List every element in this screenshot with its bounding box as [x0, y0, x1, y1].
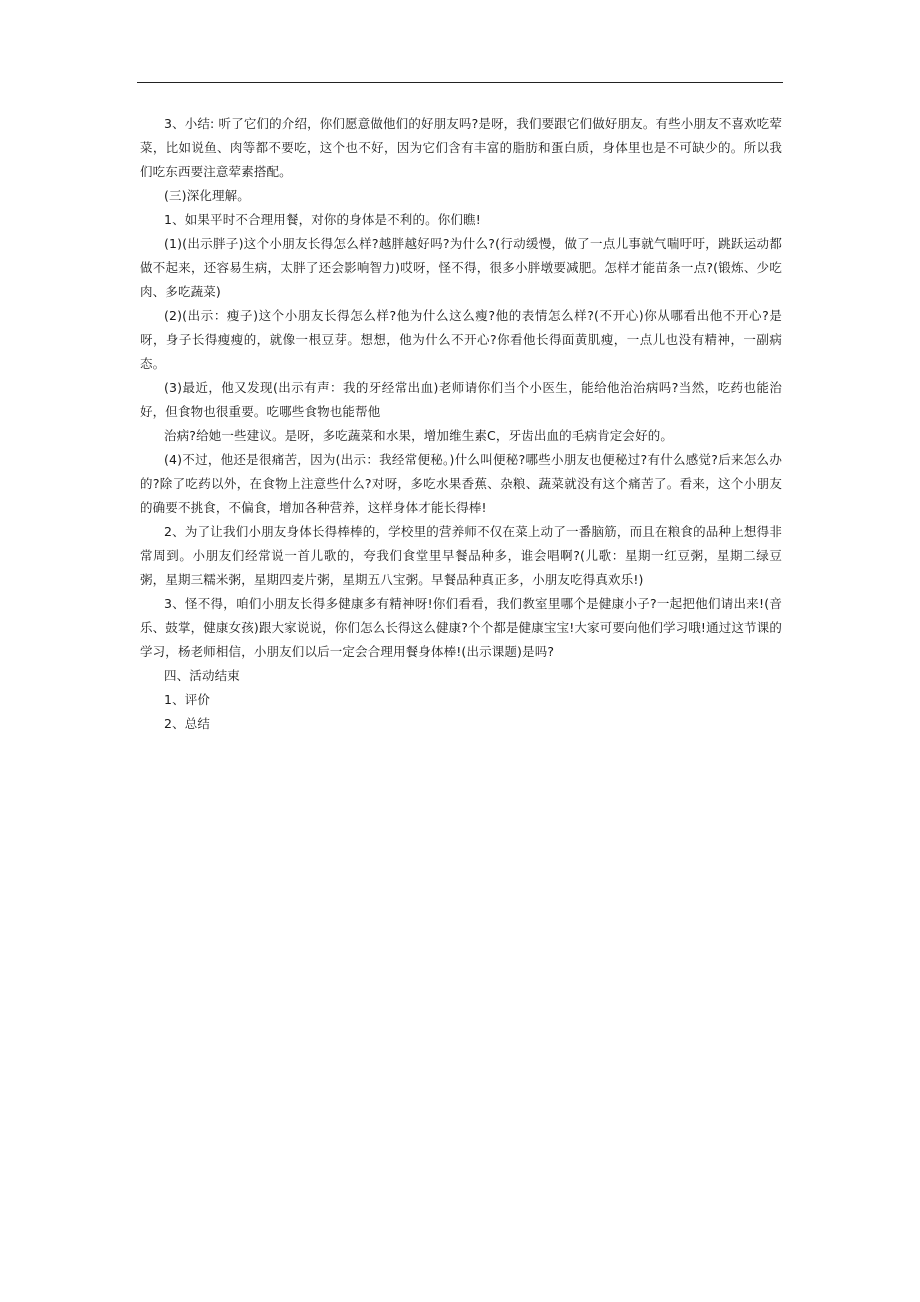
- header-rule: [137, 82, 783, 83]
- paragraph-gum-bleeding: (3)最近，他又发现(出示有声：我的牙经常出血)老师请你们当个小医生，能给他治治病吗?当然，吃药也能治好，但食物也很重要。吃哪些食物也能帮他: [140, 380, 782, 419]
- list-item-summary: 2、总结: [164, 716, 211, 731]
- section-heading-end: 四、活动结束: [164, 668, 240, 683]
- paragraph-thin-child: (2)(出示：瘦子)这个小朋友长得怎么样?他为什么这么瘦?他的表情怎么样?(不开心)你从哪看出他不开心?是呀，身子长得瘦瘦的，就像一根豆芽。想想，他为什么不开心?你看他长得面黄肌瘦，一点儿也没有精神，一副病态。: [140, 308, 782, 371]
- paragraph-point-1: 1、如果平时不合理用餐，对你的身体是不利的。你们瞧!: [164, 212, 481, 227]
- paragraph-healthy-kids: 3、怪不得，咱们小朋友长得多健康多有精神呀!你们看看，我们教室里哪个是健康小子?一起把他们请出来!(音乐、鼓掌，健康女孩)跟大家说说，你们怎么长得这么健康?个个都是健康宝宝!大家可要向他们学习哦!通过这节课的学习，杨老师相信，小朋友们以后一定会合理用餐身体棒!(出示课题)是吗?: [140, 596, 782, 659]
- paragraph-gum-advice: 治病?给她一些建议。是呀，多吃蔬菜和水果，增加维生素C，牙齿出血的毛病肯定会好的。: [164, 428, 674, 443]
- paragraph-constipation: (4)不过，他还是很痛苦，因为(出示：我经常便秘。)什么叫便秘?哪些小朋友也便秘过?有什么感觉?后来怎么办的?除了吃药以外，在食物上注意些什么?对呀，多吃水果香蕉、杂粮、蔬菜就没有这个痛苦了。看来，这个小朋友的确要不挑食，不偏食，增加各种营养，这样身体才能长得棒!: [140, 452, 782, 515]
- paragraph-fat-child: (1)(出示胖子)这个小朋友长得怎么样?越胖越好吗?为什么?(行动缓慢，做了一点儿事就气喘吁吁，跳跃运动都做不起来，还容易生病，太胖了还会影响智力)哎呀，怪不得，很多小胖墩要减肥。怎样才能苗条一点?(锻炼、少吃肉、多吃蔬菜): [140, 236, 782, 299]
- list-item-evaluation: 1、评价: [164, 692, 211, 707]
- document-body: [140, 112, 782, 736]
- paragraph-breakfast-song: 2、为了让我们小朋友身体长得棒棒的，学校里的营养师不仅在菜上动了一番脑筋，而且在粮食的品种上想得非常周到。小朋友们经常说一首儿歌的，夸我们食堂里早餐品种多，谁会唱啊?(儿歌：星期一红豆粥，星期二绿豆粥，星期三糯米粥，星期四麦片粥，星期五八宝粥。早餐品种真正多，小朋友吃得真欢乐!): [140, 524, 782, 587]
- section-heading-deepen: (三)深化理解。: [164, 188, 250, 203]
- paragraph-summary: 3、小结: 听了它们的介绍，你们愿意做他们的好朋友吗?是呀，我们要跟它们做好朋友。有些小朋友不喜欢吃荤菜，比如说鱼、肉等都不要吃，这个也不好，因为它们含有丰富的脂肪和蛋白质，身体里也是不可缺少的。所以我们吃东西要注意荤素搭配。: [140, 116, 782, 179]
